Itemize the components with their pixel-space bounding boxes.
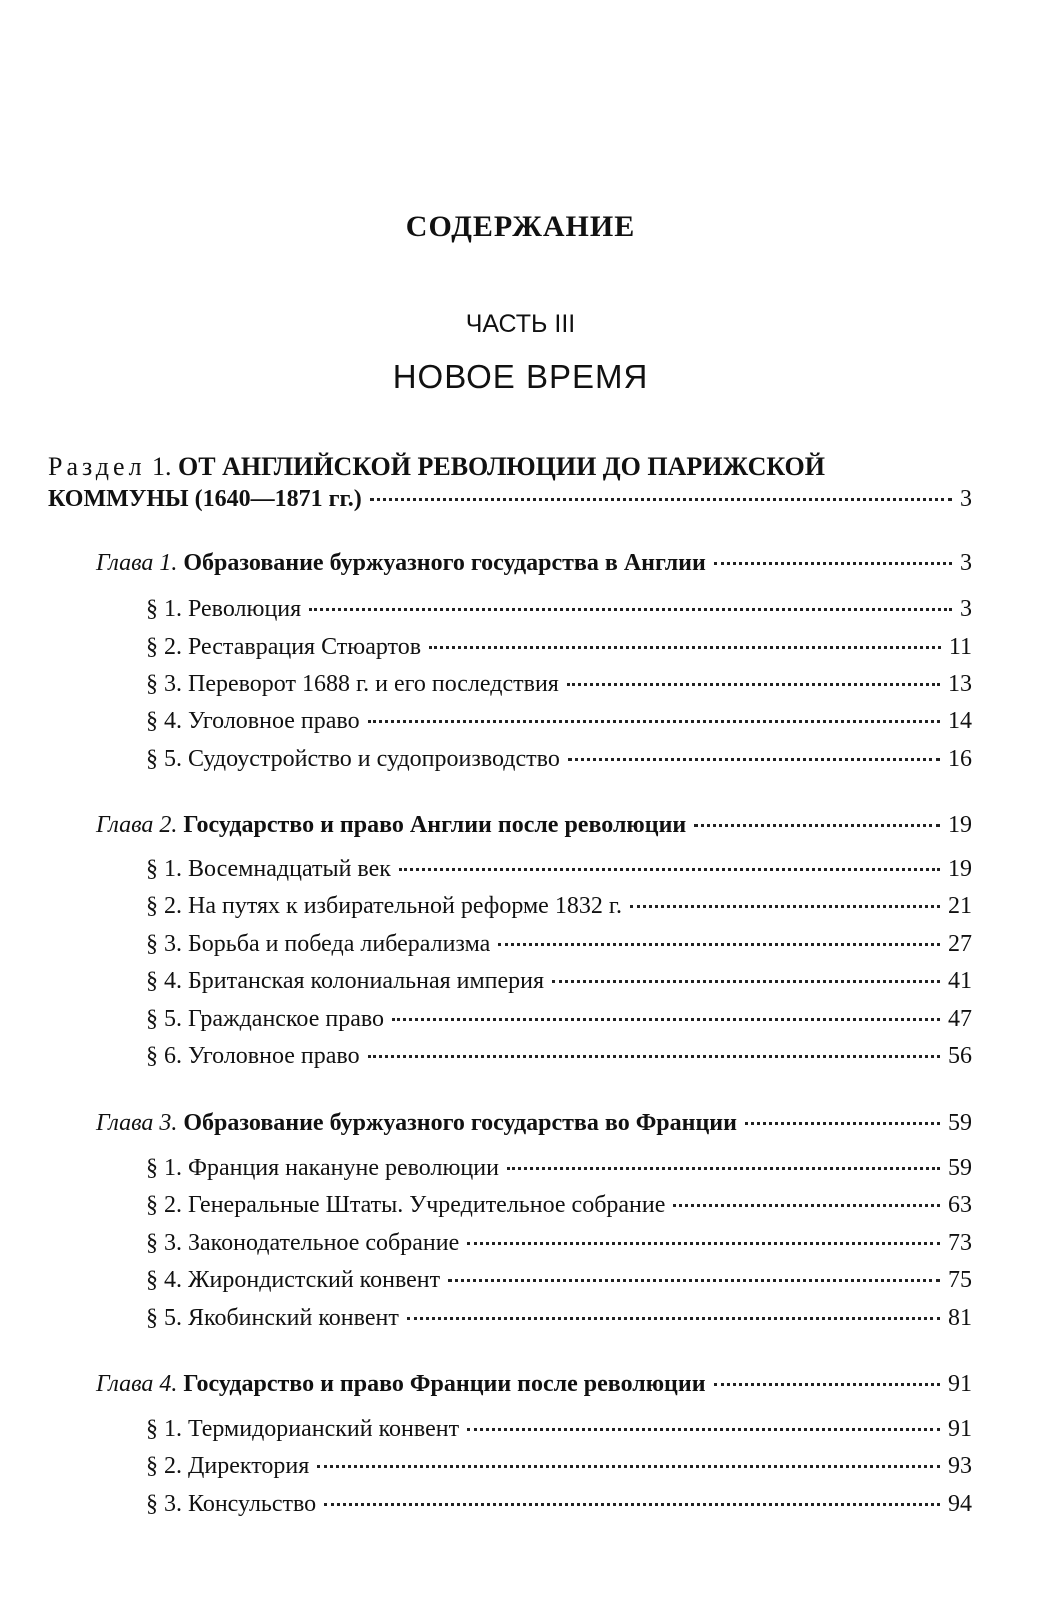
paragraph-title: § 6. Уголовное право bbox=[146, 1043, 360, 1069]
page-number: 11 bbox=[948, 634, 972, 660]
chapter-title: Образование буржуазного государства в Англии bbox=[183, 550, 706, 576]
toc-paragraph[interactable] bbox=[0, 1153, 972, 1183]
dot-leader bbox=[368, 720, 940, 723]
toc-paragraph[interactable] bbox=[0, 632, 972, 662]
chapter-heading bbox=[96, 548, 706, 578]
dot-leader bbox=[507, 1167, 940, 1170]
page-title: СОДЕРЖАНИЕ bbox=[405, 210, 636, 243]
paragraph-title: § 1. Термидорианский конвент bbox=[146, 1416, 460, 1442]
section-prefix: Раздел bbox=[48, 452, 146, 481]
toc-paragraph[interactable] bbox=[0, 1265, 972, 1295]
section-number: 1. bbox=[152, 452, 172, 481]
paragraph-title: § 5. Якобинский конвент bbox=[146, 1305, 399, 1331]
page-number: 94 bbox=[948, 1491, 972, 1517]
page-number: 73 bbox=[948, 1230, 972, 1256]
dot-leader bbox=[568, 758, 940, 761]
page-number: 19 bbox=[948, 812, 972, 838]
dot-leader bbox=[392, 1018, 940, 1021]
dot-leader bbox=[673, 1204, 940, 1207]
dot-leader bbox=[552, 980, 940, 983]
section-title-line2: КОММУНЫ (1640—1871 гг.) bbox=[48, 486, 362, 512]
paragraph-title: § 3. Переворот 1688 г. и его последствия bbox=[146, 671, 559, 697]
dot-leader bbox=[399, 868, 940, 871]
toc-paragraph[interactable] bbox=[0, 966, 972, 996]
dot-leader bbox=[694, 824, 940, 827]
toc-chapter-1[interactable] bbox=[0, 548, 972, 578]
dot-leader bbox=[368, 1055, 940, 1058]
page-number: 14 bbox=[948, 708, 972, 734]
dot-leader bbox=[370, 498, 952, 501]
chapter-heading bbox=[96, 1108, 737, 1138]
page-number: 63 bbox=[948, 1192, 972, 1218]
paragraph-title: § 4. Жирондистский конвент bbox=[146, 1267, 441, 1293]
page-number: 16 bbox=[948, 746, 972, 772]
toc-chapter-3[interactable] bbox=[0, 1108, 972, 1138]
dot-leader bbox=[467, 1428, 940, 1431]
dot-leader bbox=[745, 1122, 940, 1125]
chapter-title: Государство и право Франции после революции bbox=[183, 1371, 706, 1397]
toc-paragraph[interactable] bbox=[0, 1228, 972, 1258]
toc-paragraph[interactable] bbox=[0, 891, 972, 921]
dot-leader bbox=[309, 608, 952, 611]
dot-leader bbox=[324, 1503, 940, 1506]
page-number: 41 bbox=[948, 968, 972, 994]
page-number: 91 bbox=[948, 1371, 972, 1397]
toc-paragraph[interactable] bbox=[0, 1190, 972, 1220]
section-page-number: 3 bbox=[960, 486, 972, 512]
chapter-title: Государство и право Англии после революции bbox=[183, 812, 687, 838]
chapter-prefix: Глава 2. bbox=[96, 812, 178, 838]
toc-paragraph[interactable] bbox=[0, 1451, 972, 1481]
dot-leader bbox=[467, 1242, 940, 1245]
paragraph-title: § 3. Борьба и победа либерализма bbox=[146, 931, 491, 957]
toc-paragraph[interactable] bbox=[0, 1414, 972, 1444]
paragraph-title: § 1. Революция bbox=[146, 596, 302, 622]
chapter-prefix: Глава 3. bbox=[96, 1110, 178, 1136]
page-number: 56 bbox=[948, 1043, 972, 1069]
section-heading bbox=[48, 452, 978, 482]
dot-leader bbox=[630, 905, 940, 908]
paragraph-title: § 2. Реставрация Стюартов bbox=[146, 634, 422, 660]
chapter-heading bbox=[96, 1369, 706, 1399]
page-number: 91 bbox=[948, 1416, 972, 1442]
toc-paragraph[interactable] bbox=[0, 1303, 972, 1333]
toc-paragraph[interactable] bbox=[0, 1489, 972, 1519]
paragraph-title: § 1. Франция накануне революции bbox=[146, 1155, 499, 1181]
page-number: 93 bbox=[948, 1453, 972, 1479]
page-number: 3 bbox=[960, 550, 972, 576]
page-number: 19 bbox=[948, 856, 972, 882]
paragraph-title: § 4. Британская колониальная империя bbox=[146, 968, 545, 994]
toc-paragraph[interactable] bbox=[0, 594, 972, 624]
paragraph-title: § 4. Уголовное право bbox=[146, 708, 360, 734]
dot-leader bbox=[429, 646, 941, 649]
paragraph-title: § 5. Судоустройство и судопроизводство bbox=[146, 746, 560, 772]
toc-paragraph[interactable] bbox=[0, 929, 972, 959]
section-heading-line2 bbox=[48, 484, 972, 514]
paragraph-title: § 1. Восемнадцатый век bbox=[146, 856, 391, 882]
toc-chapter-2[interactable] bbox=[0, 810, 972, 840]
toc-paragraph[interactable] bbox=[0, 744, 972, 774]
dot-leader bbox=[407, 1317, 940, 1320]
chapter-heading bbox=[96, 810, 686, 840]
dot-leader bbox=[448, 1279, 940, 1282]
dot-leader bbox=[567, 683, 940, 686]
toc-paragraph[interactable] bbox=[0, 1041, 972, 1071]
page-number: 3 bbox=[960, 596, 972, 622]
toc-paragraph[interactable] bbox=[0, 854, 972, 884]
chapter-prefix: Глава 1. bbox=[96, 550, 178, 576]
toc-paragraph[interactable] bbox=[0, 706, 972, 736]
paragraph-title: § 2. Директория bbox=[146, 1453, 310, 1479]
page-number: 59 bbox=[948, 1155, 972, 1181]
paragraph-title: § 3. Консульство bbox=[146, 1491, 317, 1517]
page-number: 21 bbox=[948, 893, 972, 919]
page-number: 13 bbox=[948, 671, 972, 697]
dot-leader bbox=[317, 1465, 940, 1468]
page-number: 75 bbox=[948, 1267, 972, 1293]
chapter-prefix: Глава 4. bbox=[96, 1371, 178, 1397]
paragraph-title: § 2. На путях к избирательной реформе 1832 г. bbox=[146, 893, 622, 919]
dot-leader bbox=[714, 562, 952, 565]
part-label: ЧАСТЬ III bbox=[465, 310, 576, 338]
page-number: 81 bbox=[948, 1305, 972, 1331]
paragraph-title: § 5. Гражданское право bbox=[146, 1006, 385, 1032]
part-title: НОВОЕ ВРЕМЯ bbox=[392, 358, 649, 395]
toc-paragraph[interactable] bbox=[0, 1004, 972, 1034]
toc-paragraph[interactable] bbox=[0, 669, 972, 699]
page-number: 59 bbox=[948, 1110, 972, 1136]
section-title-line1: ОТ АНГЛИЙСКОЙ РЕВОЛЮЦИИ ДО ПАРИЖСКОЙ bbox=[178, 452, 825, 481]
paragraph-title: § 3. Законодательное собрание bbox=[146, 1230, 460, 1256]
page-number: 47 bbox=[948, 1006, 972, 1032]
page-number: 27 bbox=[948, 931, 972, 957]
dot-leader bbox=[498, 943, 940, 946]
toc-chapter-4[interactable] bbox=[0, 1369, 972, 1399]
paragraph-title: § 2. Генеральные Штаты. Учредительное собрание bbox=[146, 1192, 666, 1218]
chapter-title: Образование буржуазного государства во Франции bbox=[183, 1110, 737, 1136]
dot-leader bbox=[714, 1383, 940, 1386]
